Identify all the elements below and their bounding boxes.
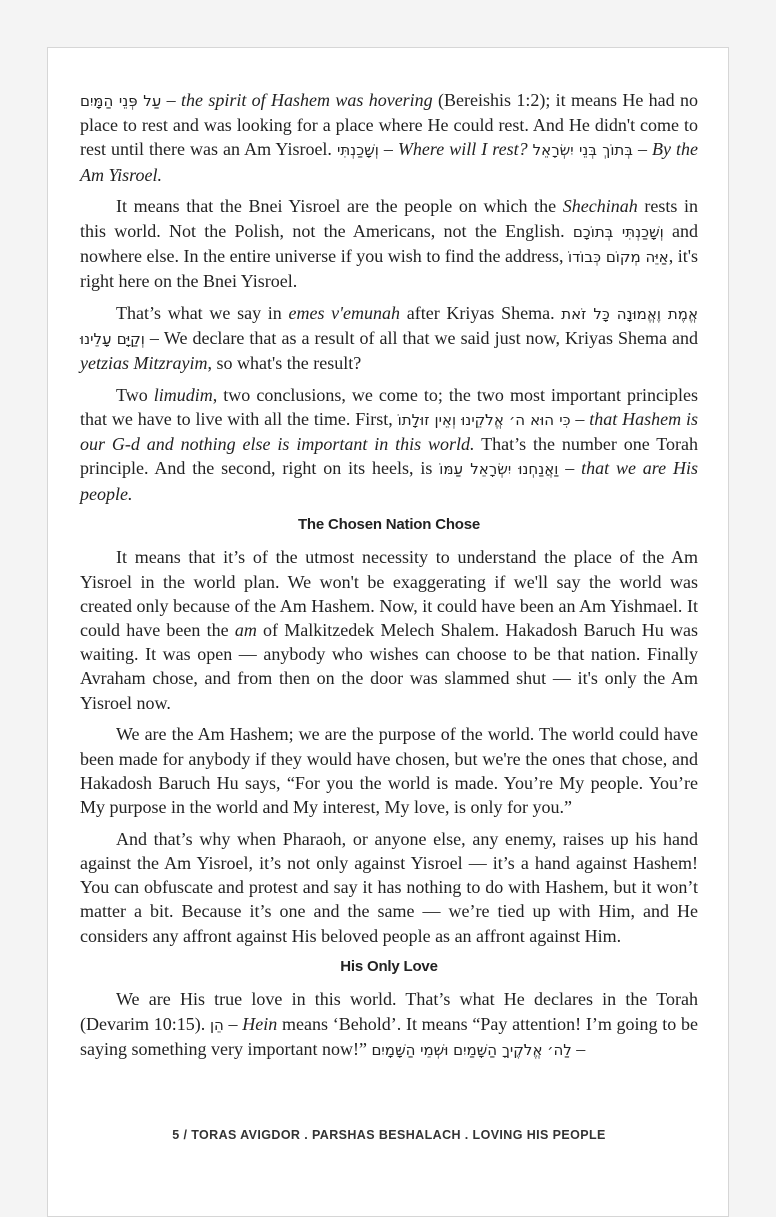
paragraph <box>80 722 698 819</box>
section-heading: The Chosen Nation Chose <box>297 516 481 534</box>
text: of Malkitzedek Melech Shalem. Hakadosh Baruch Hu was waiting. It was open — anybody who wishes can choose to be that nation. Finally Avraham chose, and from then on the door was slammed shut — it's only the Am Yisroel now. <box>80 620 698 713</box>
text: – <box>570 408 590 429</box>
text: – We declare that as a result of all that we said just now, Kriyas Shema and <box>144 327 698 348</box>
hebrew-quote: אַיֵּה מְקוֹם כְּבוֹדוֹ <box>568 247 669 266</box>
italic-text: that Hashem is our G-d and nothing else is important in this world. <box>80 408 699 455</box>
italic-text: yetzias Mitzrayim <box>80 353 208 374</box>
paragraph <box>80 194 698 293</box>
italic-text: By the Am Yisroel. <box>80 139 699 185</box>
paragraph <box>80 88 698 187</box>
text: – <box>571 1038 586 1059</box>
italic-text: Where will I rest? <box>397 139 528 160</box>
hebrew-quote: לַה׳ אֱלֹקֶיךָ הַשָּׁמַיִם וּשְׁמֵי הַשָּׁמָיִם <box>371 1040 572 1059</box>
text: (Bereishis 1:2); it means He had no place to rest and was looking for a place where He could rest. And He didn't come to rest until there was an Am Yisroel. <box>80 90 699 160</box>
text: means ‘Behold’. It means “Pay attention! I’m going to be saying something very important now!” <box>80 1013 699 1059</box>
paragraph <box>80 827 698 948</box>
paragraph <box>80 301 698 376</box>
text: , it's right here on the Bnei Yisroel. <box>80 245 698 291</box>
hebrew-quote: בְּתוֹךְ בְּנֵי יִשְׂרָאֵל <box>532 141 633 160</box>
italic-text: Shechinah <box>562 196 638 217</box>
italic-text: the spirit of Hashem was hovering <box>181 90 433 110</box>
page-footer: 5 / TORAS AVIGDOR . PARSHAS BESHALACH . LOVING HIS PEOPLE <box>172 1128 606 1142</box>
italic-text: am <box>234 620 257 641</box>
italic-text: that we are His people. <box>80 458 699 504</box>
hebrew-quote: אֱמֶת וֶאֱמוּנָה כָּל זֹאת וְקַיָּם עָלֵינוּ <box>80 304 699 348</box>
text: It means that it’s of the utmost necessity to understand the place of the Am Yisroel in the world plan. We won't be exaggerating if we'll say the world was created only because of the Am Hashem. Now, it could have been an Am Yishmael. It could have been the <box>80 547 698 641</box>
text: rests in this world. Not the Polish, not the Americans, not the English. <box>80 196 698 241</box>
text: That’s what we say in <box>116 302 289 323</box>
text: We are His true love in this world. That’s what He declares in the Torah (Devarim 10:15). <box>80 989 698 1034</box>
italic-text: limudim <box>153 384 213 405</box>
italic-text: emes v'emunah <box>288 302 401 323</box>
hebrew-quote: וְשָׁכַנְתִּי בְּתוֹכָם <box>572 222 664 241</box>
hebrew-quote: וְשָׁכַנְתִּי <box>336 141 379 160</box>
text: Two <box>116 384 154 405</box>
text: and nowhere else. In the entire universe if you wish to find the address, <box>80 220 699 266</box>
text: It means that the Bnei Yisroel are the people on which the <box>116 196 563 217</box>
document-page <box>47 47 729 1217</box>
text: after Kriyas Shema. <box>400 302 562 323</box>
italic-text: Hein <box>242 1013 278 1034</box>
hebrew-quote: הֵן <box>209 1015 224 1034</box>
text: And that’s why when Pharaoh, or anyone else, any enemy, raises up his hand against the Am Yisroel, it’s not only against Yisroel — it’s a hand against Hashem! You can obfuscate and protest and say it has nothing to do with Hashem, but it won’t matter a bit. Because it’s one and the same — we’re tied up with Him, and He considers any affront against His beloved people as an affront against Him. <box>80 828 698 946</box>
text: – <box>632 139 653 160</box>
text: We are the Am Hashem; we are the purpose of the world. The world could have been made for anybody if they would have chosen, but we're the ones that chose, and Hakadosh Baruch Hu says, “For you the world is made. You’re My people. You’re My purpose in the world and My interest, My love, is only for you.” <box>80 724 698 817</box>
paragraph <box>80 987 698 1062</box>
text: – <box>378 139 398 160</box>
hebrew-quote: עַל פְּנֵי הַמָּיִם <box>80 92 162 110</box>
text: That’s the number one Torah principle. And the second, right on its heels, is <box>80 434 698 479</box>
paragraph <box>80 383 698 506</box>
text: – <box>223 1013 243 1034</box>
text: , so what's the result? <box>207 353 362 374</box>
text: , two conclusions, we come to; the two most important principles that we have to live with all the time. First, <box>80 384 698 429</box>
section-heading: His Only Love <box>340 958 438 976</box>
text: – <box>558 458 582 479</box>
text: – <box>161 90 181 110</box>
hebrew-quote: כִּי הוּא ה׳ אֱלֹקֵינוּ וְאֵין זוּלָתוֹ <box>397 410 571 429</box>
paragraph <box>80 545 698 714</box>
hebrew-quote: וַאֲנַחְנוּ יִשְׂרָאֵל עַמּוֹ <box>439 460 559 479</box>
text-column <box>80 88 698 1070</box>
